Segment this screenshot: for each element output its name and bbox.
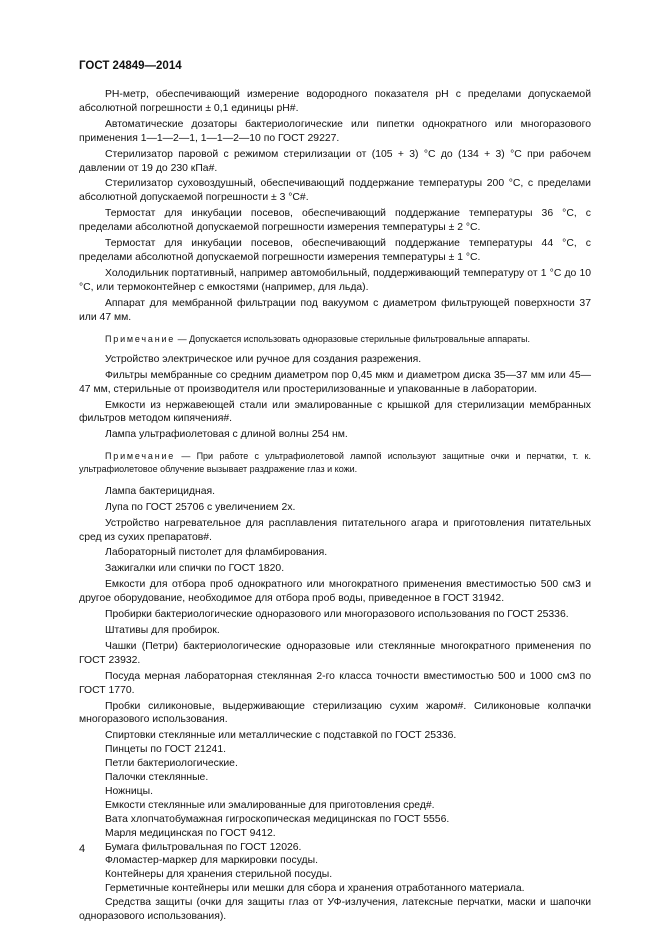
paragraph: Ножницы. (105, 785, 153, 797)
paragraph: Устройство нагревательное для расплавления питательного агара и приготовления питательных сред из сухих препаратов#. (79, 517, 591, 543)
paragraph: Лабораторный пистолет для фламбирования. (105, 547, 328, 559)
paragraph: Средства защиты (очки для защиты глаз от УФ-излучения, латексные перчатки, маски и шапочки одноразового использования). (79, 897, 591, 923)
paragraph: Устройство электрическое или ручное для создания разрежения. (105, 353, 422, 365)
document-header: ГОСТ 24849—2014 (79, 60, 182, 72)
paragraph: Вата хлопчатобумажная гигроскопическая медицинская по ГОСТ 5556. (105, 813, 450, 825)
paragraph: Палочки стеклянные. (105, 772, 209, 784)
document-body (79, 88, 591, 924)
paragraph: Спиртовки стеклянные или металлические с подставкой по ГОСТ 25336. (105, 730, 457, 742)
paragraph: Емкости стеклянные или эмалированные для приготовления сред#. (105, 799, 435, 811)
note (79, 450, 591, 475)
paragraph: Термостат для инкубации посевов, обеспечивающий поддержание температуры 44 °С, с пределами абсолютной допускаемой погрешности измерения температуры ± 1 °С. (79, 238, 591, 263)
paragraph: Петли бактериологические. (105, 758, 238, 770)
paragraph: Чашки (Петри) бактериологические одноразовые или стеклянные многократного применения по ГОСТ 23932. (79, 640, 591, 666)
note (79, 333, 591, 345)
paragraph: Лампа ультрафиолетовая с длиной волны 254 нм. (105, 429, 348, 441)
paragraph: Емкости для отбора проб однократного или многократного применения вместимостью 500 см3 и другое оборудование, необходимое для отбора проб воды, приведенное в ГОСТ 31942. (79, 579, 591, 605)
paragraph: Лупа по ГОСТ 25706 с увеличением 2х. (105, 501, 296, 513)
note-label: Примечание (105, 333, 176, 344)
paragraph: Марля медицинская по ГОСТ 9412. (105, 827, 276, 839)
paragraph: Герметичные контейнеры или мешки для сбора и хранения отработанного материала. (105, 883, 525, 895)
page-number: 4 (79, 843, 86, 855)
paragraph: Посуда мерная лабораторная стеклянная 2-го класса точности вместимостью 500 и 1000 см3 по ГОСТ 1770. (79, 670, 591, 696)
paragraph: Бумага фильтровальная по ГОСТ 12026. (105, 841, 302, 853)
paragraph: Фломастер-маркер для маркировки посуды. (105, 855, 318, 867)
paragraph: Зажигалки или спички по ГОСТ 1820. (105, 563, 285, 575)
paragraph: Контейнеры для хранения стерильной посуды. (105, 869, 333, 881)
paragraph: Холодильник портативный, например автомобильный, поддерживающий температуру от 1 °С до 10 °С, или термоконтейнер с емкостями (например, для льда). (79, 267, 591, 293)
paragraph: Термостат для инкубации посевов, обеспечивающий поддержание температуры 36 °С, с пределами абсолютной допускаемой погрешности измерения температуры ± 2 °С. (79, 208, 591, 234)
paragraph: Автоматические дозаторы бактериологические или пипетки однократного или многоразового применения 1—1—2—1, 1—1—2—10 по ГОСТ 29227. (79, 118, 591, 144)
paragraph: Фильтры мембранные со средним диаметром пор 0,45 мкм и диаметром диска 35—37 мм или 45—47 мм, стерильные от производителя или простерилизованные и упакованные в лаборатории. (79, 369, 591, 395)
paragraph: Пробки силиконовые, выдерживающие стерилизацию сухим жаром#. Силиконовые колпачки многоразового использования. (79, 700, 591, 726)
paragraph: Стерилизатор суховоздушный, обеспечивающий поддержание температуры 200 °С, с пределами абсолютной допускаемой погрешности ± 3 °С#. (79, 178, 591, 204)
paragraph: Пинцеты по ГОСТ 21241. (105, 744, 226, 756)
paragraph: Лампа бактерицидная. (105, 485, 216, 497)
paragraph: Пробирки бактериологические одноразового или многоразового использования по ГОСТ 25336. (105, 609, 569, 621)
paragraph: РН-метр, обеспечивающий измерение водородного показателя pH с пределами допускаемой абсолютной погрешности ± 0,1 единицы pH#. (79, 89, 591, 114)
paragraph: Штативы для пробирок. (105, 624, 220, 636)
paragraph: Стерилизатор паровой с режимом стерилизации от (105 + 3) °С до (134 + 3) °С при рабочем давлении от 19 до 230 кПа#. (79, 148, 591, 174)
note-text: — При работе с ультрафиолетовой лампой используют защитные очки и перчатки, т. к. ультрафиолетовое облучение вызывает раздражение глаз и кожи. (79, 451, 591, 474)
note-text: — Допускается использовать одноразовые стерильные фильтровальные аппараты. (175, 333, 531, 344)
paragraph: Аппарат для мембранной фильтрации под вакуумом с диаметром фильтрующей поверхности 37 или 47 мм. (79, 297, 591, 323)
note-label: Примечание (105, 451, 176, 462)
paragraph: Емкости из нержавеющей стали или эмалированные с крышкой для стерилизации мембранных фильтров методом кипячения#. (79, 399, 591, 425)
